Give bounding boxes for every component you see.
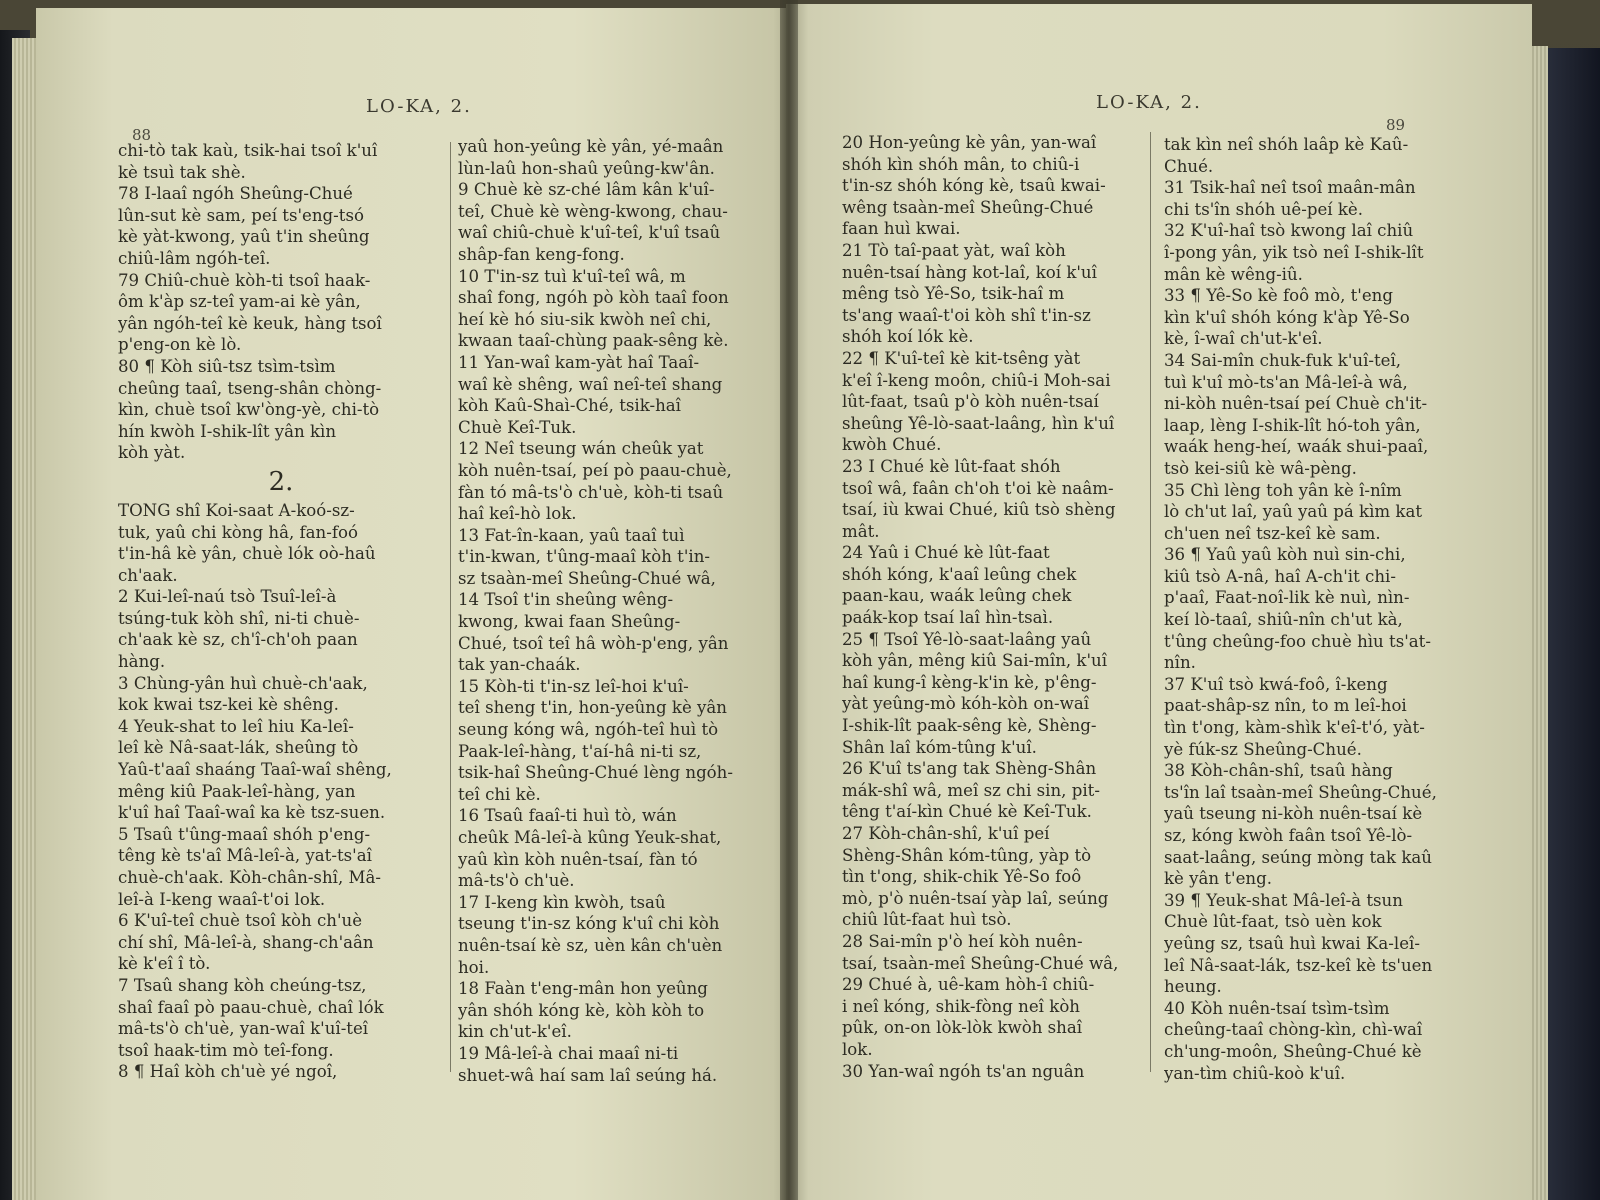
text-line: teî chi kè. — [458, 784, 541, 804]
text-line: kòh Kaû-Shaì-Ché, tsik-haî — [458, 396, 681, 416]
text-line: 19 Mâ-leî-à chai maaî ni-ti — [458, 1043, 679, 1063]
text-line: mâ-ts'ò ch'uè. — [458, 871, 575, 891]
text-line: t'ûng cheûng-foo chuè hìu ts'at- — [1164, 631, 1431, 651]
text-line: 36 ¶ Yaû yaû kòh nuì sin-chi, — [1164, 545, 1406, 565]
text-line: nuên-tsaí kè sz, uèn kân ch'uèn — [458, 935, 723, 955]
text-line: yân shóh kóng kè, kòh kòh to — [458, 1000, 705, 1020]
text-line: yan-tìm chiû-koò k'uî. — [1164, 1063, 1346, 1083]
text-line: ch'ung-moôn, Sheûng-Chué kè — [1164, 1041, 1422, 1061]
text-line: têng t'aí-kìn Chué kè Keî-Tuk. — [842, 802, 1092, 822]
text-line: tsò kei-siû kè wâ-pèng. — [1164, 458, 1357, 478]
text-column-2 — [1164, 134, 1484, 1084]
text-line: ch'aak kè sz, ch'î-ch'oh paan — [118, 630, 358, 650]
text-line: 35 Chì lèng toh yân kè î-nîm — [1164, 480, 1402, 500]
text-line: 3 Chùng-yân huì chuè-ch'aak, — [118, 673, 368, 693]
text-line: hín kwòh I-shik-lît yân kìn — [118, 421, 337, 441]
text-line: hoi. — [458, 957, 490, 977]
text-line: Yaû-t'aaî shaáng Taaî-waî shêng, — [118, 760, 392, 780]
text-line: waî chiû-chuè k'uî-teî, k'uî tsaû — [458, 223, 721, 243]
text-line: 79 Chiû-chuè kòh-ti tsoî haak- — [118, 270, 371, 290]
text-line: TONG shî Koi-saat A-koó-sz- — [118, 500, 355, 520]
text-line: kwaan taaî-chùng paak-sêng kè. — [458, 331, 729, 351]
text-line: tseung t'in-sz kóng k'uî chi kòh — [458, 914, 720, 934]
text-line: shaî faaî pò paau-chuè, chaî lók — [118, 997, 384, 1017]
text-line: yaû hon-yeûng kè yân, yé-maân — [458, 137, 724, 156]
text-line: t'in-kwan, t'ûng-maaî kòh t'in- — [458, 547, 710, 567]
text-line: t'in-sz shóh kóng kè, tsaû kwai- — [842, 176, 1106, 196]
text-line: faan huì kwai. — [842, 219, 961, 239]
text-line: heí kè hó siu-sik kwòh neî chi, — [458, 309, 712, 329]
text-line: seung kóng wâ, ngóh-teî huì tò — [458, 720, 719, 740]
text-line: 12 Neî tseung wán cheûk yat — [458, 439, 704, 459]
text-line: ni-kòh nuên-tsaí peí Chuè ch'it- — [1164, 394, 1428, 414]
text-line: ts'în laî tsaàn-meî Sheûng-Chué, — [1164, 782, 1437, 802]
text-line: kìn, chuè tsoî kw'òng-yè, chi-tò — [118, 400, 380, 420]
text-line: kè yàt-kwong, yaû t'in sheûng — [118, 227, 370, 247]
page-number: 88 — [132, 126, 152, 144]
text-line: mân kè wêng-iû. — [1164, 264, 1303, 284]
text-line: nîn. — [1164, 653, 1196, 673]
text-line: 27 Kòh-chân-shî, k'uî peí — [842, 824, 1050, 843]
text-line: kin ch'ut-k'eî. — [458, 1022, 572, 1042]
text-line: 2 Kui-leî-naú tsò Tsuî-leî-à — [118, 587, 337, 607]
text-line: lût-faat, tsaû p'ò kòh nuên-tsaí — [842, 392, 1099, 412]
text-line: tsoî haak-tim mò teî-fong. — [118, 1040, 334, 1060]
text-line: yân ngóh-teî kè keuk, hàng tsoî — [118, 313, 382, 333]
text-line: teî, Chuè kè wèng-kwong, chau- — [458, 201, 728, 221]
text-line: leî-à I-keng waaî-t'oi lok. — [118, 889, 326, 909]
column-rule — [1150, 132, 1151, 1072]
text-line: paat-shâp-sz nîn, to m leî-hoi — [1164, 696, 1407, 716]
text-line: chiû lût-faat huì tsò. — [842, 910, 1012, 930]
text-line: 9 Chuè kè sz-ché lâm kân k'uî- — [458, 180, 715, 200]
text-line: sz, kóng kwòh faân tsoî Yê-lò- — [1164, 826, 1413, 845]
text-line: ch'uen neî tsz-keî kè sam. — [1164, 523, 1381, 543]
text-line: 6 K'uî-teî chuè tsoî kòh ch'uè — [118, 911, 363, 931]
left-page — [36, 8, 804, 1200]
text-line: k'eî î-keng moôn, chiû-i Moh-sai — [842, 370, 1111, 390]
text-line: Paak-leî-hàng, t'aí-hâ ni-ti sz, — [458, 741, 702, 761]
text-line: kiû tsò A-nâ, haî A-ch'it chi- — [1164, 566, 1396, 586]
text-line: tuk, yaû chi kòng hâ, fan-foó — [118, 522, 358, 542]
text-line: chiû-lâm ngóh-teî. — [118, 248, 271, 268]
text-line: 34 Sai-mîn chuk-fuk k'uî-teî, — [1164, 350, 1402, 370]
text-line: 13 Fat-în-kaan, yaû taaî tuì — [458, 525, 685, 545]
text-line: tìn t'ong, kàm-shìk k'eî-t'ó, yàt- — [1164, 718, 1425, 738]
text-line: sheûng Yê-lò-saat-laâng, hìn k'uî — [842, 413, 1115, 433]
text-line: Chuè lût-faat, tsò uèn kok — [1164, 912, 1382, 932]
text-line: pûk, on-on lòk-lòk kwòh shaî — [842, 1018, 1083, 1038]
text-line: lûn-sut kè sam, peí ts'eng-tsó — [118, 205, 364, 225]
text-line: 16 Tsaû faaî-ti huì tò, wán — [458, 806, 677, 826]
text-line: kwòh Chué. — [842, 435, 942, 455]
text-line: kòh yàt. — [118, 443, 186, 463]
text-line: heung. — [1164, 977, 1222, 997]
text-line: kè k'eî î tò. — [118, 954, 211, 974]
text-line: i neî kóng, shik-fòng neî kòh — [842, 996, 1080, 1016]
text-line: chuè-ch'aak. Kòh-chân-shî, Mâ- — [118, 868, 381, 887]
text-line: fàn tó mâ-ts'ò ch'uè, kòh-ti tsaû — [458, 482, 724, 502]
text-line: teî sheng t'in, hon-yeûng kè yân — [458, 698, 727, 718]
text-line: mâ-ts'ò ch'uè, yan-waî k'uî-teî — [118, 1019, 369, 1039]
text-line: 31 Tsik-haî neî tsoî maân-mân — [1164, 178, 1416, 198]
text-line: 5 Tsaû t'ûng-maaî shóh p'eng- — [118, 824, 371, 844]
text-line: cheûng taaî, tseng-shân chòng- — [118, 378, 382, 398]
text-line: 11 Yan-waî kam-yàt haî Taaî- — [458, 352, 700, 372]
text-line: p'aaî, Faat-noî-lik kè nuì, nìn- — [1164, 588, 1410, 608]
text-line: saat-laâng, seúng mòng tak kaû — [1164, 847, 1432, 867]
text-line: 28 Sai-mîn p'ò heí kòh nuên- — [842, 931, 1083, 951]
text-line: 39 ¶ Yeuk-shat Mâ-leî-à tsun — [1164, 890, 1403, 910]
text-line: yàt yeûng-mò kóh-kòh on-waî — [842, 694, 1090, 714]
text-line: kwong, kwai faan Sheûng- — [458, 612, 681, 632]
text-line: 32 K'uî-haî tsò kwong laî chiû — [1164, 221, 1414, 241]
text-line: yeûng sz, tsaû huì kwai Ka-leî- — [1164, 933, 1420, 953]
column-rule — [450, 142, 451, 1072]
text-line: haî keî-hò lok. — [458, 504, 577, 524]
text-line: tsoî wâ, faân ch'oh t'oi kè naâm- — [842, 478, 1114, 498]
text-line: 40 Kòh nuên-tsaí tsìm-tsìm — [1164, 998, 1390, 1018]
text-line: 20 Hon-yeûng kè yân, yan-waî — [842, 133, 1097, 152]
right-page — [786, 4, 1532, 1200]
book-gutter — [780, 0, 798, 1200]
text-line: Shân laî kóm-tûng k'uî. — [842, 737, 1037, 757]
text-line: 78 I-laaî ngóh Sheûng-Chué — [118, 184, 353, 204]
text-line: laap, lèng I-shik-lît hó-toh yân, — [1164, 415, 1421, 435]
text-column-1 — [118, 140, 444, 1083]
text-line: chi-tò tak kaù, tsik-hai tsoî k'uî — [118, 141, 378, 160]
text-line: têng kè ts'aî Mâ-leî-à, yat-ts'aî — [118, 846, 372, 866]
text-line: kìn k'uî shóh kóng k'àp Yê-So — [1164, 307, 1410, 327]
text-line: 15 Kòh-ti t'in-sz leî-hoi k'uî- — [458, 676, 689, 696]
text-line: waî kè shêng, waî neî-teî shang — [458, 374, 723, 394]
text-line: tsaí, iù kwai Chué, kiû tsò shèng — [842, 500, 1116, 520]
text-line: paák-kop tsaí laî hìn-tsaì. — [842, 608, 1054, 628]
text-line: shaî fong, ngóh pò kòh taaî foon — [458, 288, 729, 308]
text-line: mât. — [842, 521, 880, 541]
text-line: Shèng-Shân kóm-tûng, yàp tò — [842, 845, 1092, 865]
text-line: mò, p'ò nuên-tsaí yàp laî, seúng — [842, 888, 1109, 908]
text-line: nuên-tsaí hàng kot-laî, koí k'uî — [842, 262, 1097, 282]
text-line: 8 ¶ Haî kòh ch'uè yé ngoî, — [118, 1062, 338, 1082]
text-line: sz tsaàn-meî Sheûng-Chué wâ, — [458, 568, 716, 588]
text-line: ts'ang waaî-t'oi kòh shî t'in-sz — [842, 305, 1091, 325]
text-line: Chué, tsoî teî hâ wòh-p'eng, yân — [458, 633, 729, 653]
text-line: 30 Yan-waî ngóh ts'an nguân — [842, 1061, 1085, 1081]
text-line: mák-shî wâ, meî sz chi sin, pit- — [842, 780, 1100, 800]
text-line: leî Nâ-saat-lák, tsz-keî kè ts'uen — [1164, 955, 1433, 975]
text-line: 80 ¶ Kòh siû-tsz tsìm-tsìm — [118, 356, 336, 376]
text-line: yaû tseung ni-kòh nuên-tsaí kè — [1164, 804, 1423, 824]
text-line: paan-kau, waák leûng chek — [842, 586, 1072, 606]
chapter-number: 2. — [268, 466, 294, 497]
text-line: shuet-wâ haí sam laî seúng há. — [458, 1065, 718, 1085]
text-line: tak kìn neî shóh laâp kè Kaû- — [1164, 135, 1409, 154]
text-line: kòh yân, mêng kiû Sai-mîn, k'uî — [842, 651, 1108, 671]
text-line: 22 ¶ K'uî-teî kè kit-tsêng yàt — [842, 348, 1081, 368]
text-line: shóh koí lók kè. — [842, 327, 974, 347]
page-number: 89 — [1386, 116, 1406, 134]
text-line: 33 ¶ Yê-So kè foô mò, t'eng — [1164, 286, 1393, 306]
text-line: chí shî, Mâ-leî-à, shang-ch'aân — [118, 932, 374, 952]
text-line: shâp-fan keng-fong. — [458, 244, 625, 264]
text-line: yaû kìn kòh nuên-tsaí, fàn tó — [458, 849, 698, 869]
text-line: 24 Yaû i Chué kè lût-faat — [842, 543, 1050, 563]
text-line: 4 Yeuk-shat to leî hiu Ka-leî- — [118, 716, 354, 736]
text-line: lùn-laû hon-shaû yeûng-kw'ân. — [458, 158, 715, 178]
text-line: 25 ¶ Tsoî Yê-lò-saat-laâng yaû — [842, 629, 1092, 649]
text-line: 18 Faàn t'eng-mân hon yeûng — [458, 979, 708, 999]
text-line: k'uî haî Taaî-waî ka kè tsz-suen. — [118, 803, 386, 823]
text-line: 21 Tò taî-paat yàt, waî kòh — [842, 240, 1066, 260]
text-line: keí lò-taaî, shiû-nîn ch'ut kà, — [1164, 610, 1403, 630]
text-line: 29 Chué à, uê-kam hòh-î chiû- — [842, 975, 1095, 995]
running-head: LO-KA, 2. — [1096, 92, 1202, 113]
text-line: tuì k'uî mò-ts'an Mâ-leî-à wâ, — [1164, 372, 1408, 392]
text-line: leî kè Nâ-saat-lák, sheûng tò — [118, 738, 359, 758]
text-line: shóh kóng, k'aaî leûng chek — [842, 564, 1077, 584]
text-line: cheûk Mâ-leî-à kûng Yeuk-shat, — [458, 828, 722, 847]
text-line: ôm k'àp sz-teî yam-ai kè yân, — [118, 292, 361, 312]
text-line: tsúng-tuk kòh shî, ni-ti chuè- — [118, 608, 360, 628]
text-line: kòh nuên-tsaí, peí pò paau-chuè, — [458, 460, 732, 480]
text-line: kok kwai tsz-kei kè shêng. — [118, 695, 339, 715]
text-line: tsaí, tsaàn-meî Sheûng-Chué wâ, — [842, 953, 1119, 973]
text-line: kè tsuì tak shè. — [118, 162, 246, 182]
text-line: lò ch'ut laî, yaû yaû pá kìm kat — [1164, 502, 1423, 522]
text-column-2 — [458, 136, 778, 1086]
running-head: LO-KA, 2. — [366, 96, 472, 117]
text-line: chi ts'în shóh uê-peí kè. — [1164, 199, 1364, 219]
text-line: shóh kìn shóh mân, to chiû-i — [842, 154, 1080, 174]
text-column-1 — [842, 132, 1164, 1082]
text-line: 26 K'uî ts'ang tak Shèng-Shân — [842, 759, 1097, 779]
text-line: 23 I Chué kè lût-faat shóh — [842, 456, 1061, 476]
text-line: 37 K'uî tsò kwá-foô, î-keng — [1164, 674, 1388, 694]
text-line: hàng. — [118, 652, 166, 672]
text-line: kè yân t'eng. — [1164, 869, 1273, 889]
text-line: tìn t'ong, shik-chik Yê-So foô — [842, 867, 1082, 887]
text-line: haî kung-î kèng-k'in kè, p'êng- — [842, 672, 1097, 692]
text-line: wêng tsaàn-meî Sheûng-Chué — [842, 197, 1094, 217]
text-line: mêng kiû Paak-leî-hàng, yan — [118, 781, 356, 801]
text-line: p'eng-on kè lò. — [118, 335, 242, 355]
text-line: waák heng-heí, waák shui-paaî, — [1164, 437, 1429, 457]
text-line: t'in-hâ kè yân, chuè lók oò-haû — [118, 544, 376, 564]
text-line: Chuè Keî-Tuk. — [458, 417, 577, 437]
text-line: tak yan-chaák. — [458, 655, 581, 675]
text-line: ch'aak. — [118, 565, 178, 585]
text-line: î-pong yân, yik tsò neî I-shik-lît — [1164, 242, 1424, 262]
text-line: tsik-haî Sheûng-Chué lèng ngóh- — [458, 763, 733, 783]
text-line: Chué. — [1164, 156, 1214, 176]
text-line: 38 Kòh-chân-shî, tsaû hàng — [1164, 761, 1393, 781]
text-line: lok. — [842, 1039, 873, 1059]
text-line: mêng tsò Yê-So, tsik-haî m — [842, 284, 1065, 304]
text-line: 10 T'in-sz tuì k'uî-teî wâ, m — [458, 266, 686, 286]
text-line: 7 Tsaû shang kòh cheúng-tsz, — [118, 975, 367, 995]
text-line: 17 I-keng kìn kwòh, tsaû — [458, 892, 666, 912]
text-line: I-shik-lît paak-sêng kè, Shèng- — [842, 716, 1097, 736]
text-line: kè, î-waî ch'ut-k'eî. — [1164, 329, 1323, 349]
text-line: cheûng-taaî chòng-kìn, chì-waî — [1164, 1020, 1423, 1040]
book-cover-right — [1544, 48, 1600, 1200]
text-line: yè fúk-sz Sheûng-Chué. — [1164, 739, 1362, 759]
text-line: 14 Tsoî t'in sheûng wêng- — [458, 590, 674, 610]
